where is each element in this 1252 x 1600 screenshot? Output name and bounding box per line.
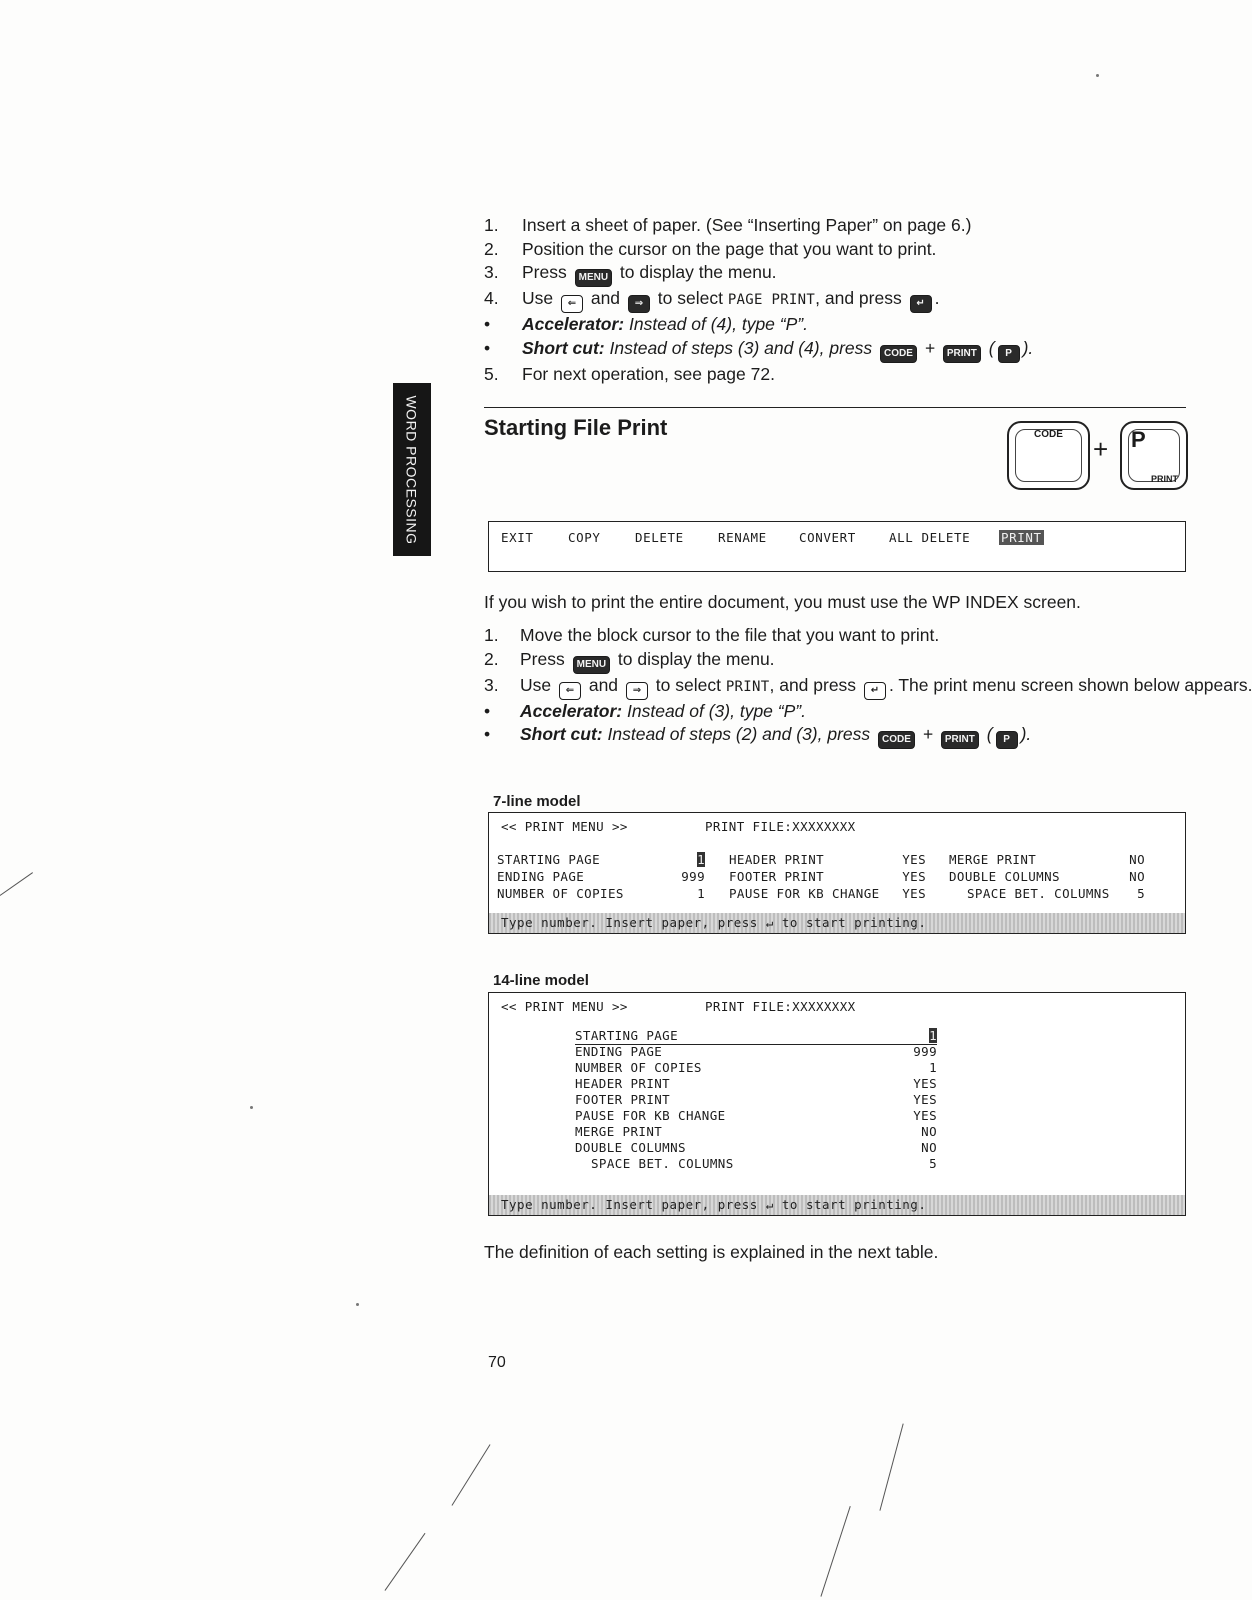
list-item [484,287,1184,313]
setting-label: PAUSE FOR KB CHANGE [575,1108,726,1123]
status-bar: Type number. Insert paper, press ↵ to start printing. [489,1195,1185,1215]
list-item [484,261,1184,287]
setting-label: NUMBER OF COPIES [575,1060,702,1075]
setting-value-text: YES [913,1076,937,1091]
text-run: Insert a sheet of paper. (See “Inserting Paper” on page 6.) [522,215,972,235]
setting-value-text: 5 [929,1156,937,1171]
setting-label: HEADER PRINT [575,1076,671,1091]
list-marker: • [484,337,491,358]
key-print-icon: PRINT [943,345,981,363]
menu-item-rename: RENAME [718,530,767,545]
list-item [484,624,1184,648]
setting-value [897,1155,937,1172]
setting-value: 999 [681,869,705,884]
list-item-text [522,337,1184,363]
list-item [484,337,1184,363]
text-run: Press [520,648,570,669]
text-run: to select [650,674,726,695]
text-run: and [585,288,625,308]
list-item-text [522,287,1184,313]
menu-item-copy: COPY [568,530,601,545]
plus-sign: + [1093,434,1109,464]
tip-text: Instead of steps (2) and (3), press [602,724,875,744]
setting-label: PAUSE FOR KB CHANGE [729,886,880,901]
list-marker: 1. [484,215,499,235]
list-item-text [520,648,1184,674]
list-item [484,214,1184,238]
list-item [484,723,1184,749]
print-menu-screen-7-line [488,812,1186,934]
setting-label: MERGE PRINT [575,1124,663,1139]
text-run: to display the menu. [613,648,775,669]
menu-item-all-delete: ALL DELETE [889,530,971,545]
setting-label: HEADER PRINT [729,852,825,867]
text-run: Position the cursor on the page that you want to print. [522,238,937,259]
key-code-icon: CODE [880,345,917,363]
list-marker: • [484,314,491,334]
list-marker: • [484,724,491,744]
key--icon: ⇒ [628,295,650,313]
setting-value: NO [1129,869,1145,884]
setting-value-text: 999 [913,1044,937,1059]
model7-label: 7-line model [493,793,581,810]
tip-text: + [919,337,940,358]
list-item [484,363,1184,387]
list-item [484,648,1184,674]
setting-value-text: NO [921,1124,937,1139]
key--icon: ⇒ [626,682,648,700]
list-item-text [522,238,1184,262]
setting-label: DOUBLE COLUMNS [949,869,1060,884]
tip-label: Accelerator: [522,314,625,334]
file-print-steps [484,624,1252,749]
list-item-text [522,261,1184,287]
setting-value-text: YES [913,1108,937,1123]
list-item [484,238,1184,262]
page-print-steps [484,214,1184,386]
list-item [484,674,1252,700]
key-code-icon: CODE [878,731,915,749]
menu-item-exit: EXIT [501,530,534,545]
list-marker: 3. [484,262,499,282]
setting-value [897,1091,937,1108]
list-item-text [522,214,1184,238]
menu-item-print: PRINT [1001,530,1042,545]
model14-label: 14-line model [493,972,589,989]
print-file-name: PRINT FILE:XXXXXXXX [705,999,856,1014]
text-run: . [934,288,940,308]
setting-value [897,1043,937,1060]
text-run: to select [652,288,728,308]
setting-label: NUMBER OF COPIES [497,886,624,901]
p-key-label: P [1131,427,1146,452]
text-run: Move the block cursor to the file that you want to print. [520,625,940,645]
setting-value: YES [902,886,926,901]
section-title: Starting File Print [484,415,668,440]
menu-command: PRINT [725,678,770,695]
text-run: Use [522,288,558,308]
tip-text: ( [981,724,993,744]
text-run: , and press [815,288,907,308]
tip-text: + [917,724,938,744]
setting-value [897,1059,937,1076]
setting-value [897,1123,937,1140]
menu-item-delete: DELETE [635,530,684,545]
setting-value [665,851,705,868]
wp-index-menu-bar [488,521,1186,572]
tip-label: Short cut: [520,724,603,744]
list-item-text [520,624,1184,648]
list-item [484,700,1184,724]
menu-item-convert: CONVERT [799,530,856,545]
setting-value-text: 1 [929,1060,937,1075]
key-menu-icon: MENU [575,269,612,287]
setting-label: STARTING PAGE [497,852,601,867]
setting-value-text: YES [913,1092,937,1107]
key-p-icon: P [996,731,1018,749]
print-key-illustration [1120,421,1188,490]
list-marker: 1. [484,625,499,645]
tip-label: Accelerator: [520,700,623,721]
key-p-icon: P [998,345,1020,363]
key-menu-icon: MENU [573,656,610,674]
code-key-illustration [1007,421,1090,490]
block-cursor: 1 [697,852,705,867]
menu-command: PAGE PRINT [727,292,816,308]
text-run: to display the menu. [615,262,777,282]
key-print-icon: PRINT [941,731,979,749]
setting-value: YES [902,869,926,884]
list-item [484,313,1184,337]
key--icon: ⇐ [561,295,583,313]
closing-paragraph: The definition of each setting is explained in the next table. [484,1242,939,1262]
menu-title: << PRINT MENU >> [501,819,628,834]
text-run: Press [522,262,572,282]
section-divider [484,407,1186,408]
status-bar: Type number. Insert paper, press ↵ to start printing. [489,913,1185,933]
list-item-text [522,313,1184,337]
list-marker: 4. [484,288,499,308]
setting-label: FOOTER PRINT [575,1092,671,1107]
setting-label: STARTING PAGE [575,1027,937,1045]
list-item-text [520,674,1252,700]
print-key-label: PRINT [1151,474,1178,484]
tip-text: ( [983,337,995,358]
setting-value: YES [902,852,926,867]
setting-label: ENDING PAGE [575,1044,663,1059]
text-run: . The print menu screen shown below appears. [888,674,1252,695]
code-key-label: CODE [1034,429,1063,440]
tip-text: Instead of (3), type “P”. [622,700,806,721]
list-item-text [520,723,1184,749]
print-file-name: PRINT FILE:XXXXXXXX [705,819,856,834]
tip-text: ). [1022,337,1034,358]
key--icon: ↵ [864,682,886,700]
text-run: For next operation, see page 72. [522,363,775,384]
side-tab-label: WORD PROCESSING [404,394,421,545]
list-marker: • [484,700,491,721]
setting-label: SPACE BET. COLUMNS [967,886,1110,901]
setting-value: 1 [697,886,705,901]
list-item-text [522,363,1184,387]
setting-value: 5 [1137,886,1145,901]
list-marker: 5. [484,363,499,384]
page-number: 70 [488,1354,506,1371]
setting-label: DOUBLE COLUMNS [575,1140,686,1155]
menu-title: << PRINT MENU >> [501,999,628,1014]
setting-label: FOOTER PRINT [729,869,825,884]
setting-value [897,1139,937,1156]
setting-value [897,1075,937,1092]
list-marker: 3. [484,674,499,695]
key--icon: ↵ [910,295,932,313]
tip-text: ). [1020,724,1032,744]
text-run: , and press [769,674,861,695]
section-side-tab [393,383,431,556]
key--icon: ⇐ [559,682,581,700]
setting-value: NO [1129,852,1145,867]
setting-value-text: NO [921,1140,937,1155]
print-menu-screen-14-line [488,992,1186,1216]
list-marker: 2. [484,648,499,669]
setting-value [897,1107,937,1124]
list-item-text [520,700,1184,724]
block-cursor: 1 [929,1028,937,1043]
setting-value [897,1027,937,1044]
text-run: and [583,674,623,695]
setting-label: ENDING PAGE [497,869,585,884]
setting-label: MERGE PRINT [949,852,1037,867]
tip-text: Instead of steps (3) and (4), press [604,337,877,358]
text-run: Use [520,674,556,695]
list-marker: 2. [484,238,499,259]
tip-text: Instead of (4), type “P”. [624,314,808,334]
intro-paragraph: If you wish to print the entire document, you must use the WP INDEX screen. [484,592,1081,612]
setting-label: SPACE BET. COLUMNS [591,1156,734,1171]
tip-label: Short cut: [522,337,605,358]
